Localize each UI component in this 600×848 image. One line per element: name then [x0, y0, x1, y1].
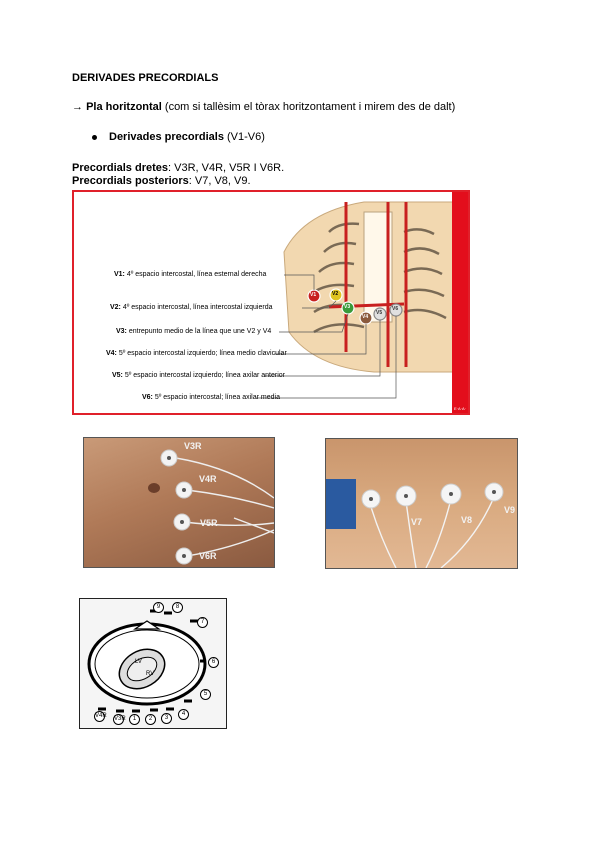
- posterior-precordials-value: : V7, V8, V9.: [188, 175, 251, 187]
- v2-electrode-label: V2: [332, 291, 339, 297]
- v5-electrode-label: V5: [376, 310, 383, 316]
- right-precordials-photo: [83, 437, 275, 568]
- blue-fabric-shape: [326, 479, 356, 529]
- rv-label: RV: [146, 671, 155, 677]
- v4r-marker: V4R: [94, 711, 105, 722]
- nipple-shape: [148, 483, 160, 493]
- v4-annotation: V4: 5º espacio intercostal izquierdo; línea medio clavicular: [106, 350, 287, 357]
- corner-mark: E·A·A·: [454, 406, 466, 411]
- v5-annotation: V5: 5º espacio intercostal izquierdo; línea axilar anterior: [112, 372, 285, 379]
- bullet-dot-icon: [92, 135, 97, 140]
- bullet-value: (V1-V6): [223, 131, 265, 143]
- horizontal-plane-line: [72, 101, 455, 114]
- v1-annotation: V1: 4º espacio intercostal, línea esternal derecha: [114, 271, 267, 278]
- v4-marker: 4: [178, 709, 189, 720]
- v2-marker: 2: [145, 714, 156, 725]
- v3-annotation: V3: entrepunto medio de la línea que une V2 y V4: [116, 328, 272, 335]
- right-precordials-label: Precordials dretes: [72, 162, 168, 174]
- v6r-label: V6R: [199, 551, 217, 561]
- v5r-label: V5R: [200, 518, 218, 528]
- v6-marker: 6: [208, 657, 219, 668]
- posterior-precordials-line: [72, 175, 251, 188]
- bullet-label: Derivades precordials: [109, 131, 224, 143]
- v3-marker: 3: [161, 713, 172, 724]
- v1-electrode-label: V1: [310, 292, 317, 298]
- v8-label: V8: [461, 515, 473, 525]
- posterior-precordials-label: Precordials posteriors: [72, 175, 189, 187]
- v4-electrode-label: V4: [362, 314, 369, 320]
- v5-marker: 5: [200, 689, 211, 700]
- arrow-icon: →: [72, 101, 83, 113]
- bullet-item: [92, 131, 265, 144]
- v4r-label: V4R: [199, 474, 217, 484]
- v6-annotation: V6: 5º espacio intercostal; línea axilar media: [142, 394, 280, 401]
- posterior-photo-wires: [326, 439, 517, 568]
- v7-marker: 7: [197, 617, 208, 628]
- posterior-precordials-photo: [325, 438, 518, 569]
- v3-electrode-label: V3: [344, 304, 351, 310]
- v1-marker: 1: [129, 714, 140, 725]
- right-precordials-line: [72, 162, 284, 175]
- page-heading: DERIVADES PRECORDIALS: [72, 72, 219, 84]
- v3r-label: V3R: [184, 441, 202, 451]
- precordial-chest-figure: [72, 190, 470, 415]
- v3r-marker: V3R: [113, 714, 124, 725]
- v9-label: V9: [504, 505, 516, 515]
- right-precordials-value: : V3R, V4R, V5R I V6R.: [168, 162, 285, 174]
- plane-label: Pla horitzontal: [86, 101, 162, 113]
- thorax-cross-section-diagram: [79, 598, 227, 729]
- right-photo-wires: [84, 438, 274, 567]
- lv-label: LV: [135, 659, 142, 665]
- plane-description: (com si tallèsim el tòrax horitzontament i mirem des de dalt): [161, 101, 456, 113]
- v9-marker: 9: [153, 602, 164, 613]
- v6-electrode-label: V6: [392, 306, 399, 312]
- v2-annotation: V2: 4º espacio intercostal, línea intercostal izquierda: [110, 304, 273, 311]
- v8-marker: 8: [172, 602, 183, 613]
- red-side-bar: [452, 192, 468, 413]
- v7-label: V7: [411, 517, 423, 527]
